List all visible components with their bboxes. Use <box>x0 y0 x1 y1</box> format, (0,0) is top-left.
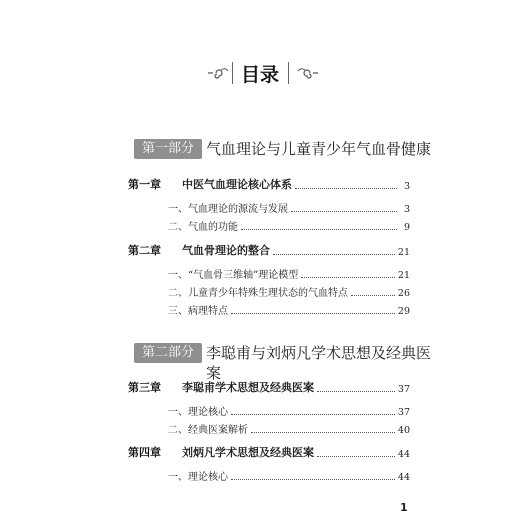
chapter-title: 刘炳凡学术思想及经典医案 <box>182 446 314 459</box>
toc-chapter-row[interactable] <box>128 244 410 258</box>
dot-leader <box>241 228 397 230</box>
page-ref: 40 <box>397 425 410 436</box>
page-ref: 37 <box>397 407 410 418</box>
chapter-title: 中医气血理论核心体系 <box>182 178 292 191</box>
section-title: 二、气血的功能 <box>168 222 238 233</box>
toc-section-row[interactable] <box>168 422 410 436</box>
dot-leader <box>251 431 395 433</box>
part-badge: 第二部分 <box>134 343 202 363</box>
cloud-ornament-left-icon <box>206 66 230 80</box>
part-title: 气血理论与儿童青少年气血骨健康 <box>206 140 432 158</box>
toc-chapter-row[interactable] <box>128 178 410 192</box>
page-ref: 29 <box>397 306 410 317</box>
title-bar-right <box>288 62 289 84</box>
page-ref: 21 <box>397 270 410 281</box>
section-title: 一、气血理论的源流与发展 <box>168 204 288 215</box>
part-title: 李聪甫与刘炳凡学术思想及经典医案 <box>206 344 432 382</box>
chapter-number: 第四章 <box>128 446 161 459</box>
dot-leader <box>317 390 395 392</box>
toc-section-row[interactable] <box>168 303 410 317</box>
dot-leader <box>301 276 395 278</box>
page-ref: 21 <box>397 247 410 258</box>
toc-chapter-row[interactable] <box>128 446 410 460</box>
section-title: 三、病理特点 <box>168 306 228 317</box>
section-title: 二、儿童青少年特殊生理状态的气血特点 <box>168 288 348 299</box>
dot-leader <box>351 294 395 296</box>
section-title: 一、理论核心 <box>168 472 228 483</box>
section-title: 一、“气血骨三维轴”理论模型 <box>168 270 299 281</box>
page-ref: 37 <box>397 384 410 395</box>
page-number: 1 <box>400 501 408 514</box>
chapter-title: 气血骨理论的整合 <box>182 244 270 257</box>
chapter-number: 第一章 <box>128 178 161 191</box>
chapter-number: 第三章 <box>128 381 161 394</box>
toc-title-block <box>0 58 520 88</box>
toc-section-row[interactable] <box>168 219 410 233</box>
page-ref: 26 <box>397 288 410 299</box>
dot-leader <box>291 210 397 212</box>
page-ref: 44 <box>397 449 410 460</box>
page-title: 目录 <box>240 64 279 86</box>
toc-section-row[interactable] <box>168 201 410 215</box>
toc-section-row[interactable] <box>168 469 410 483</box>
toc-section-row[interactable] <box>168 404 410 418</box>
dot-leader <box>295 187 397 189</box>
dot-leader <box>231 478 395 480</box>
page-ref: 44 <box>397 472 410 483</box>
toc-section-row[interactable] <box>168 285 410 299</box>
toc-section-row[interactable] <box>168 267 410 281</box>
part-header-1 <box>134 139 434 161</box>
page-ref: 3 <box>403 181 410 192</box>
part-header-2 <box>134 343 434 382</box>
toc-chapter-row[interactable] <box>128 381 410 395</box>
part-badge: 第一部分 <box>134 139 202 159</box>
dot-leader <box>231 312 395 314</box>
dot-leader <box>273 253 395 255</box>
section-title: 二、经典医案解析 <box>168 425 248 436</box>
page-ref: 3 <box>403 204 410 215</box>
section-title: 一、理论核心 <box>168 407 228 418</box>
title-bar-left <box>232 62 233 84</box>
page-ref: 9 <box>403 222 410 233</box>
chapter-title: 李聪甫学术思想及经典医案 <box>182 381 314 394</box>
chapter-number: 第二章 <box>128 244 161 257</box>
cloud-ornament-right-icon <box>296 66 320 80</box>
dot-leader <box>317 455 395 457</box>
dot-leader <box>231 413 395 415</box>
